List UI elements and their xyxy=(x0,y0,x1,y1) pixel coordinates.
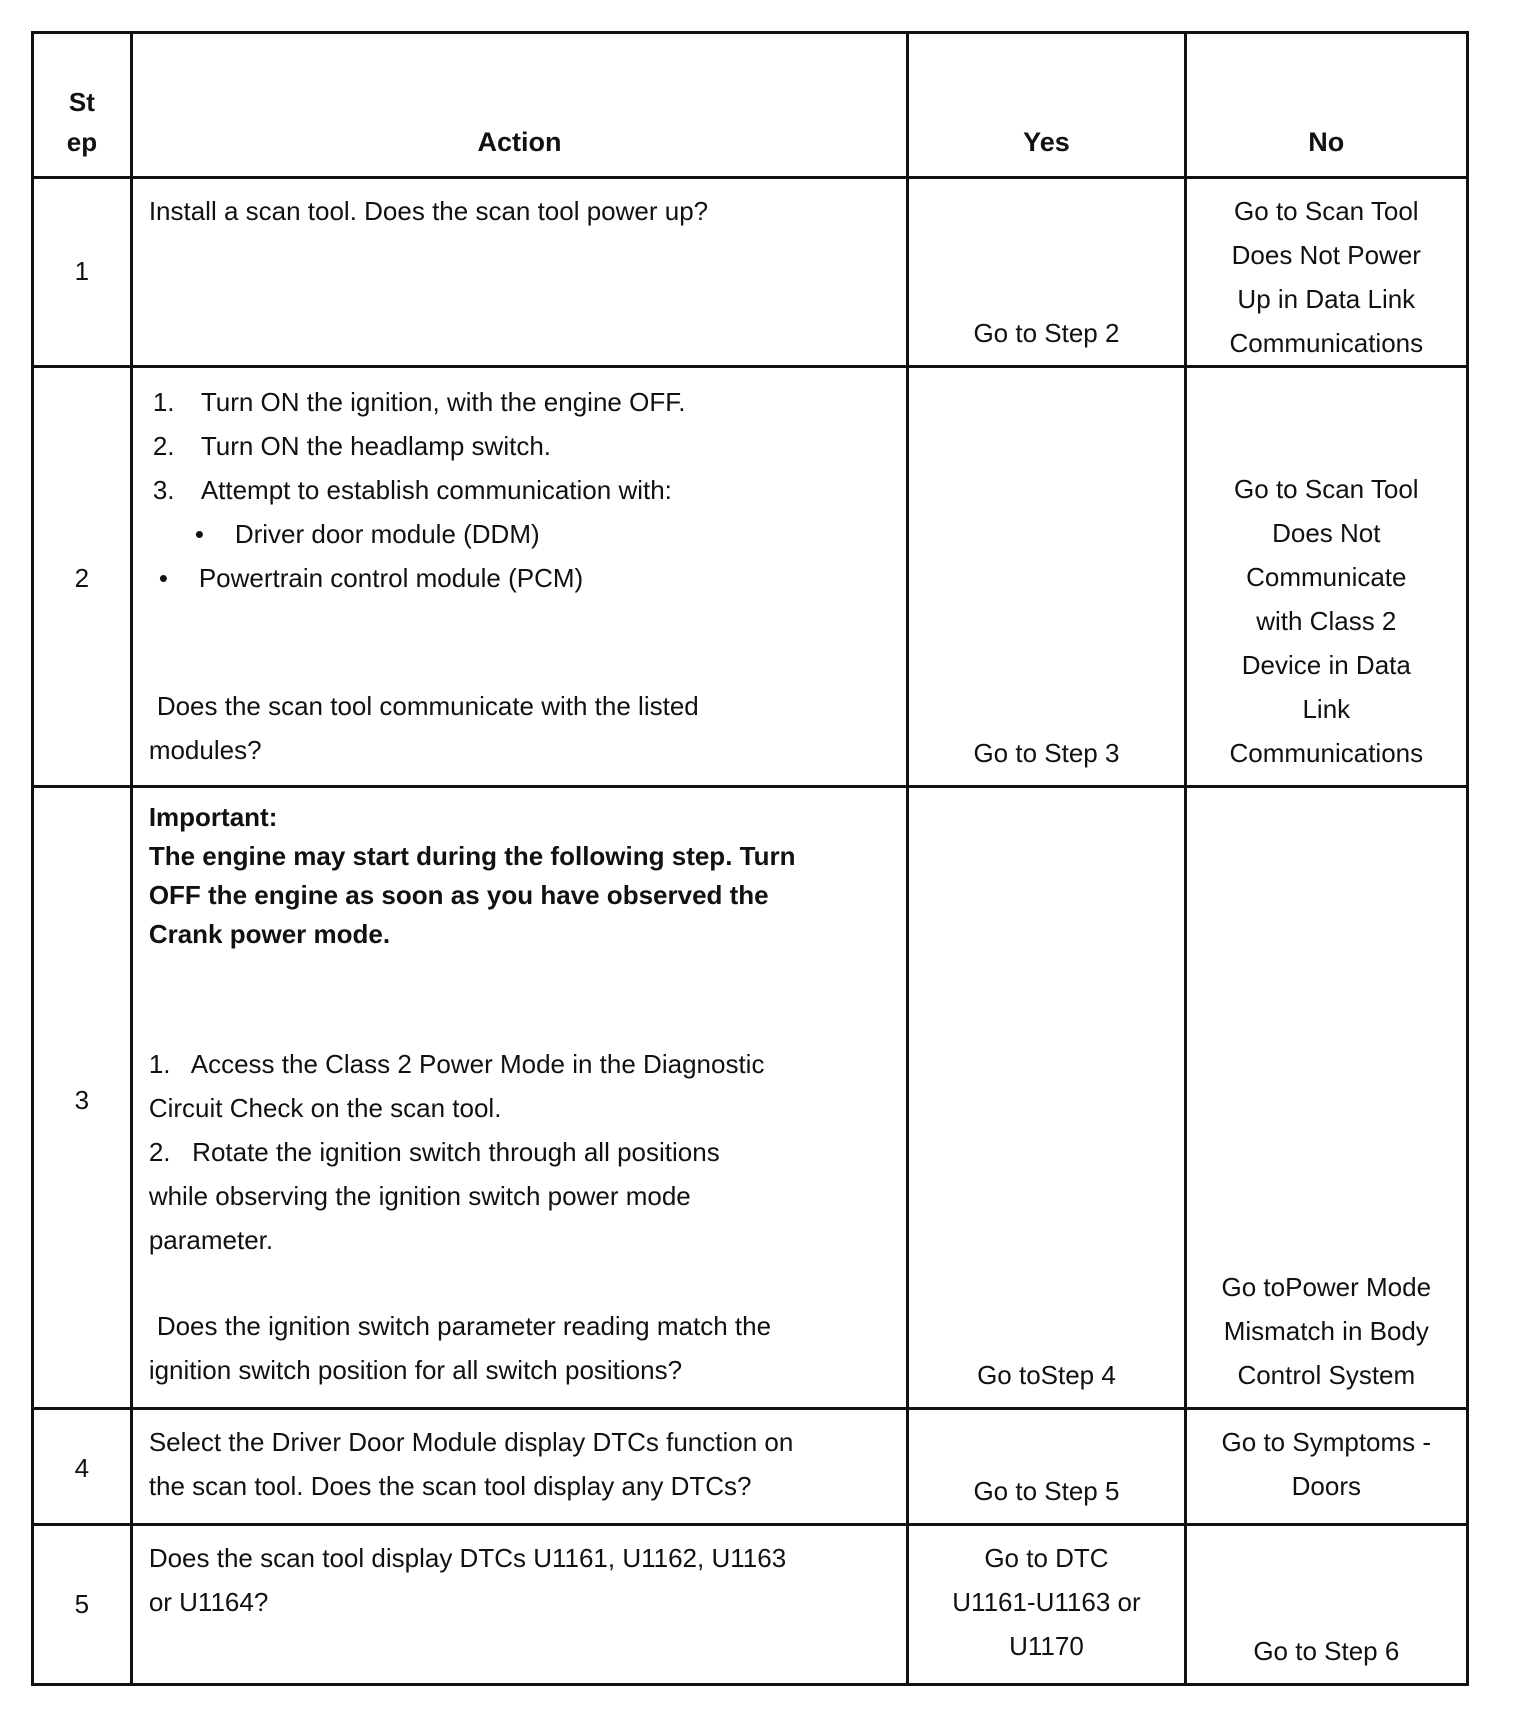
no-link[interactable]: Go to Scan Tool Does Not Communicate with Class 2 Device in Data Link Communications xyxy=(1229,474,1424,768)
no-link[interactable]: Go to Step 6 xyxy=(1253,1636,1400,1666)
yes-link[interactable]: Go to Step 3 xyxy=(973,738,1120,768)
list-item: Circuit Check on the scan tool. xyxy=(148,1093,502,1123)
step-cell xyxy=(33,367,132,787)
header-row xyxy=(33,33,1468,178)
no-cell xyxy=(1185,178,1467,367)
action-text: the scan tool. Does the scan tool display any DTCs? xyxy=(148,1471,752,1501)
important-label: Important: xyxy=(148,802,278,832)
action-cell xyxy=(131,787,907,1409)
step-cell xyxy=(33,1525,132,1685)
header-action: Action xyxy=(131,33,907,178)
important-text: Crank power mode. xyxy=(148,919,391,949)
table-row xyxy=(33,1409,1468,1525)
step-number: 2 xyxy=(74,563,90,593)
no-link[interactable]: Go toPower Mode Mismatch in Body Control System xyxy=(1221,1272,1432,1390)
table-row xyxy=(33,367,1468,787)
no-cell xyxy=(1185,787,1467,1409)
list-item: parameter. xyxy=(148,1225,274,1255)
yes-link[interactable]: Go to Step 5 xyxy=(973,1476,1120,1506)
list-item: • Powertrain control module (PCM) xyxy=(158,563,584,593)
step-cell xyxy=(33,787,132,1409)
step-number: 3 xyxy=(74,1085,90,1115)
no-cell xyxy=(1185,367,1467,787)
header-step: St ep xyxy=(33,33,132,178)
step-cell xyxy=(33,1409,132,1525)
yes-cell xyxy=(908,787,1185,1409)
diagnostic-table xyxy=(31,31,1469,1686)
step-number: 5 xyxy=(74,1589,90,1619)
no-link[interactable]: Go to Symptoms - Doors xyxy=(1221,1427,1432,1501)
list-item: while observing the ignition switch power mode xyxy=(148,1181,691,1211)
yes-cell xyxy=(908,1409,1185,1525)
question-text: ignition switch position for all switch positions? xyxy=(148,1355,683,1385)
list-item: 1. Access the Class 2 Power Mode in the Diagnostic xyxy=(148,1049,765,1079)
action-text: Select the Driver Door Module display DTCs function on xyxy=(148,1427,794,1457)
list-item: 1. Turn ON the ignition, with the engine OFF. xyxy=(152,387,686,417)
question-text: Does the ignition switch parameter reading match the xyxy=(156,1311,772,1341)
action-cell xyxy=(131,1525,907,1685)
yes-cell xyxy=(908,367,1185,787)
question-text: Does the scan tool communicate with the listed xyxy=(156,691,699,721)
action-cell xyxy=(131,367,907,787)
step-number: 1 xyxy=(74,256,90,286)
list-item: 2. Turn ON the headlamp switch. xyxy=(152,431,551,461)
table-row xyxy=(33,178,1468,367)
action-text: Install a scan tool. Does the scan tool power up? xyxy=(148,196,709,226)
no-cell xyxy=(1185,1409,1467,1525)
step-number: 4 xyxy=(74,1453,90,1483)
yes-cell xyxy=(908,1525,1185,1685)
action-text: Does the scan tool display DTCs U1161, U1162, U1163 xyxy=(148,1543,787,1573)
action-cell xyxy=(131,178,907,367)
important-text: The engine may start during the following step. Turn xyxy=(148,841,796,871)
list-item: • Driver door module (DDM) xyxy=(194,519,540,549)
important-text: OFF the engine as soon as you have observed the xyxy=(148,880,769,910)
table-row xyxy=(33,1525,1468,1685)
step-cell xyxy=(33,178,132,367)
list-item: 3. Attempt to establish communication with: xyxy=(152,475,672,505)
yes-link[interactable]: Go to DTC U1161-U1163 or U1170 xyxy=(952,1543,1141,1661)
header-no: No xyxy=(1185,33,1467,178)
header-yes: Yes xyxy=(908,33,1185,178)
no-link[interactable]: Go to Scan Tool Does Not Power Up in Data Link Communications xyxy=(1229,196,1424,358)
question-text: modules? xyxy=(148,735,262,765)
yes-link[interactable]: Go toStep 4 xyxy=(977,1360,1116,1390)
table-row xyxy=(33,787,1468,1409)
action-cell xyxy=(131,1409,907,1525)
yes-link[interactable]: Go to Step 2 xyxy=(973,318,1120,348)
yes-cell xyxy=(908,178,1185,367)
no-cell xyxy=(1185,1525,1467,1685)
list-item: 2. Rotate the ignition switch through all positions xyxy=(148,1137,720,1167)
action-text: or U1164? xyxy=(148,1587,269,1617)
